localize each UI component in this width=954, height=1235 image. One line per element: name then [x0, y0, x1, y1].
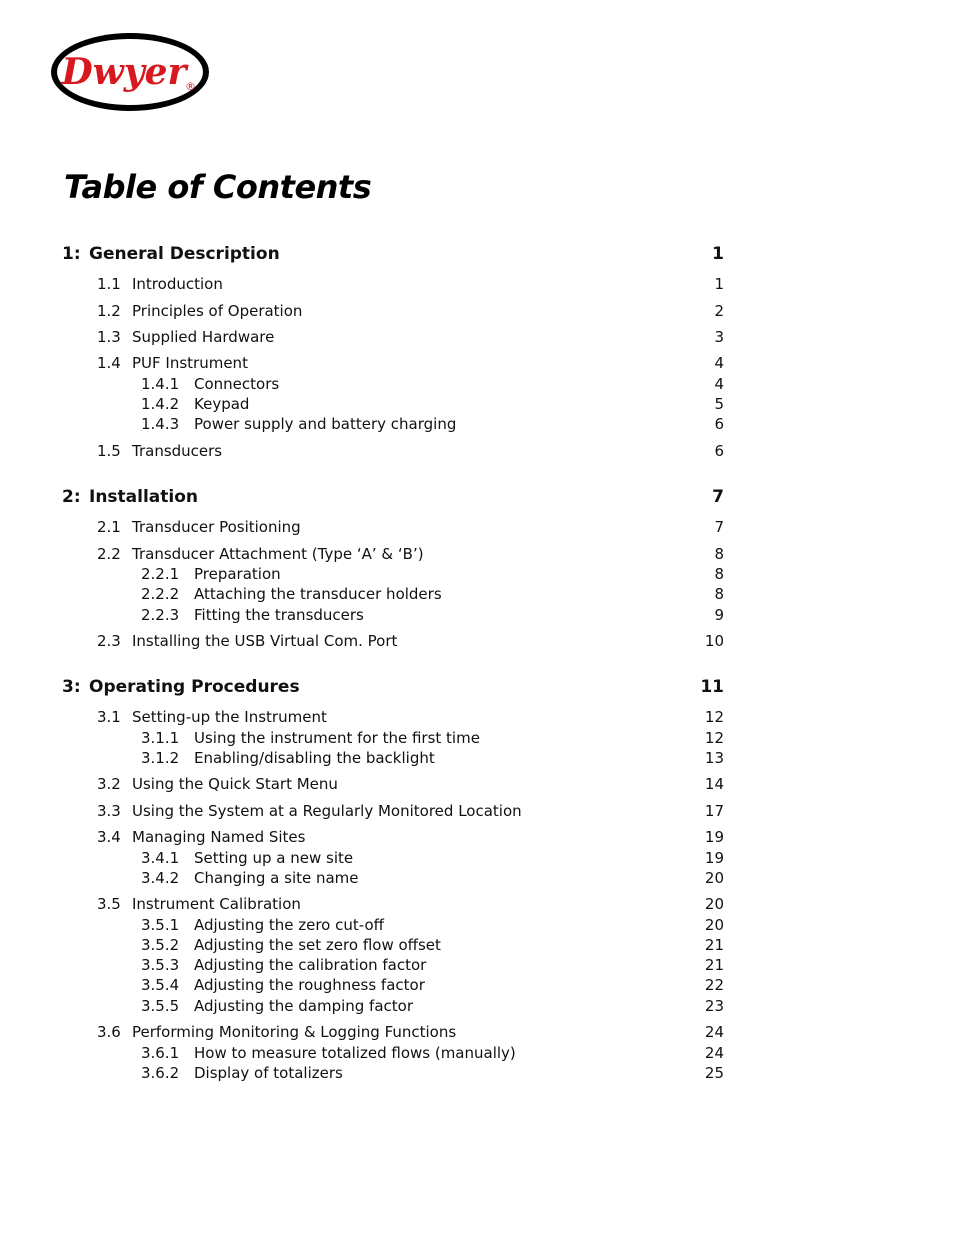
toc-entry-page: 5: [714, 395, 724, 413]
toc-entry-number: 3.5.5: [141, 997, 180, 1015]
toc-entry-number: 1.5: [97, 442, 121, 460]
toc-entry-page: 14: [704, 775, 724, 793]
toc-entry-page: 7: [712, 487, 724, 507]
toc-entry-number: 2.2.3: [141, 606, 180, 624]
toc-entry-title: Installing the USB Virtual Com. Port: [132, 632, 398, 650]
toc-entry-page: 8: [714, 585, 724, 603]
toc-entry-title: Adjusting the damping factor: [194, 997, 413, 1015]
toc-entry-number: 3.5.2: [141, 936, 180, 954]
toc-entry-title: Performing Monitoring & Logging Functions: [132, 1023, 457, 1041]
toc-entry-page: 1: [712, 244, 724, 264]
toc-entry-title: Power supply and battery charging: [194, 415, 457, 433]
toc-entry-number: 3.5: [97, 895, 121, 913]
toc-entry-number: 3.4.1: [141, 849, 180, 867]
toc-entry-number: 3.6.1: [141, 1044, 180, 1062]
toc-entry-page: 21: [704, 936, 724, 954]
toc-entry-page: 6: [714, 442, 724, 460]
toc-entry-page: 8: [714, 565, 724, 583]
toc-entry-number: 3.1.2: [141, 749, 180, 767]
toc-entry-page: 21: [704, 956, 724, 974]
toc-entry-page: 20: [704, 895, 724, 913]
toc-entry-page: 19: [704, 828, 724, 846]
toc-entry-page: 4: [714, 375, 724, 393]
toc-entry-number: 3.1: [97, 708, 121, 726]
toc-entry-number: 1.4: [97, 354, 121, 372]
toc-entry-number: 2.3: [97, 632, 121, 650]
toc-entry-title: Display of totalizers: [194, 1064, 343, 1082]
toc-entry-title: Adjusting the calibration factor: [194, 956, 427, 974]
toc-entry-number: 2.2: [97, 545, 121, 563]
toc-entry-title: Keypad: [194, 395, 250, 413]
toc-entry-page: 2: [714, 302, 724, 320]
toc-entry-page: 8: [714, 545, 724, 563]
toc-entry-title: Adjusting the set zero flow offset: [194, 936, 441, 954]
toc-entry-title: Using the instrument for the first time: [194, 729, 480, 747]
toc-entry-title: Transducer Attachment (Type ‘A’ & ‘B’): [132, 545, 424, 563]
toc-entry-title: Using the Quick Start Menu: [132, 775, 338, 793]
toc-entry-number: 1.3: [97, 328, 121, 346]
toc-entry-page: 23: [704, 997, 724, 1015]
toc-entry-page: 19: [704, 849, 724, 867]
toc-entry-title: PUF Instrument: [132, 354, 248, 372]
toc-entry-title: Preparation: [194, 565, 281, 583]
toc-entry-page: 25: [704, 1064, 724, 1082]
toc-entry-number: 1:: [62, 244, 81, 264]
toc-entry-title: Transducers: [132, 442, 223, 460]
toc-entry-number: 3.6.2: [141, 1064, 180, 1082]
toc-entry-title: Transducer Positioning: [132, 518, 301, 536]
toc-entry-title: Changing a site name: [194, 869, 359, 887]
page-title: Table of Contents: [64, 168, 372, 206]
toc-entry-title: How to measure totalized flows (manually): [194, 1044, 516, 1062]
toc-entry-number: 2.1: [97, 518, 121, 536]
toc-entry-title: Setting up a new site: [194, 849, 354, 867]
toc-entry-number: 3.6: [97, 1023, 121, 1041]
toc-entry-number: 1.2: [97, 302, 121, 320]
toc-entry-page: 11: [700, 677, 724, 697]
toc-entry-number: 3.4.2: [141, 869, 180, 887]
toc-entry-page: 22: [704, 976, 724, 994]
toc-entry-number: 2:: [62, 487, 81, 507]
toc-entry-page: 9: [714, 606, 724, 624]
toc-entry-title: Adjusting the roughness factor: [194, 976, 425, 994]
toc-entry-title: Introduction: [132, 275, 223, 293]
logo-wordmark: Dwyer: [61, 51, 187, 93]
toc-entry-number: 1.1: [97, 275, 121, 293]
toc-entry-page: 3: [714, 328, 724, 346]
toc-entry-number: 2.2.2: [141, 585, 180, 603]
toc-entry-page: 1: [714, 275, 724, 293]
toc-entry-page: 10: [704, 632, 724, 650]
toc-entry-title: Operating Procedures: [89, 677, 300, 697]
toc-entry-number: 3.3: [97, 802, 121, 820]
toc-entry-page: 20: [704, 869, 724, 887]
toc-entry-title: Attaching the transducer holders: [194, 585, 442, 603]
toc-entry-title: Connectors: [194, 375, 280, 393]
toc-entry-title: Setting-up the Instrument: [132, 708, 327, 726]
toc-entry-page: 12: [704, 708, 724, 726]
toc-entry-title: Supplied Hardware: [132, 328, 275, 346]
toc-entry-page: 13: [704, 749, 724, 767]
toc-entry-number: 3:: [62, 677, 81, 697]
toc-entry-page: 6: [714, 415, 724, 433]
toc-entry-title: Instrument Calibration: [132, 895, 301, 913]
toc-entry-number: 3.5.4: [141, 976, 180, 994]
toc-entry-title: Principles of Operation: [132, 302, 303, 320]
toc-entry-page: 24: [704, 1044, 724, 1062]
toc-entry-page: 24: [704, 1023, 724, 1041]
toc-entry-number: 1.4.1: [141, 375, 180, 393]
toc-entry-number: 3.5.3: [141, 956, 180, 974]
toc-entry-title: Installation: [89, 487, 199, 507]
toc-entry-number: 3.5.1: [141, 916, 180, 934]
toc-entry-page: 12: [704, 729, 724, 747]
toc-entry-number: 3.1.1: [141, 729, 180, 747]
toc-entry-page: 17: [704, 802, 724, 820]
toc-entry-title: Managing Named Sites: [132, 828, 306, 846]
toc-entry-number: 3.4: [97, 828, 121, 846]
toc-entry-number: 2.2.1: [141, 565, 180, 583]
registered-mark: ®: [185, 80, 196, 93]
toc-entry-title: General Description: [89, 244, 280, 264]
toc-entry-number: 1.4.2: [141, 395, 180, 413]
toc-entry-title: Using the System at a Regularly Monitored Location: [132, 802, 522, 820]
toc-entry-title: Fitting the transducers: [194, 606, 364, 624]
toc-entry-page: 4: [714, 354, 724, 372]
toc-entry-number: 3.2: [97, 775, 121, 793]
toc-entry-title: Adjusting the zero cut-off: [194, 916, 384, 934]
toc-entry-page: 20: [704, 916, 724, 934]
toc-entry-title: Enabling/disabling the backlight: [194, 749, 435, 767]
toc-entry-number: 1.4.3: [141, 415, 180, 433]
toc-entry-page: 7: [714, 518, 724, 536]
